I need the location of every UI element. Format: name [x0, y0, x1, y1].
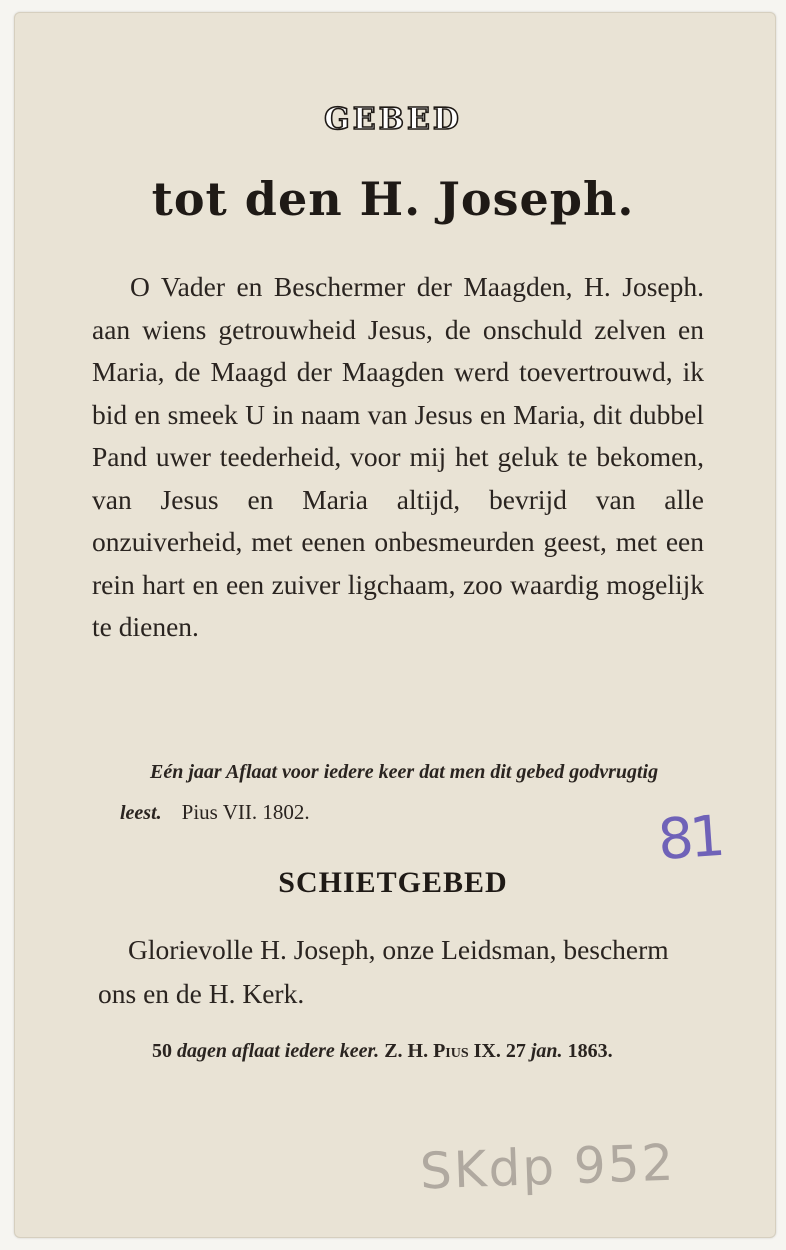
indulgence-note-2-year: 1863. [567, 1040, 613, 1062]
shot-prayer-heading: SCHIETGEBED [278, 866, 508, 899]
indulgence-note-1-text: Eén jaar Aflaat voor iedere keer dat men dit gebed godvrugtig leest. [120, 761, 659, 824]
indulgence-note-2-day: 27 [505, 1040, 526, 1062]
prayer-text: O Vader en Beschermer der Maagden, H. Joseph. aan wiens getrouwheid Jesus, de onschuld zelven en Maria, de Maagd der Maagden werd toevertrouwd, ik bid en smeek U in naam van Jesus en Maria, dit dubbel Pand uwer teederheid, voor mij het geluk te bekomen, van Jesus en Maria altijd, bevrijd van alle onzuiverheid, met eenen onbesmeurden geest, met een rein hart en een zuiver ligchaam, zoo waardig mogelijk te dienen. [92, 271, 704, 642]
indulgence-note-2-pope: Z. H. Pius IX. [384, 1040, 501, 1062]
card-heading: GEBED [324, 102, 462, 137]
indulgence-note-2 [118, 1030, 678, 1072]
indulgence-note-1-pope: Pius VII. 1802. [181, 800, 310, 824]
indulgence-note-1 [120, 752, 710, 833]
indulgence-note-2-month: jan. [530, 1040, 563, 1062]
indulgence-note-2-text: dagen aflaat iedere keer. [177, 1040, 380, 1062]
card-title: tot den H. Joseph. [151, 172, 635, 226]
handwritten-number: 81 [655, 803, 724, 874]
archive-mark: SKdp 952 [419, 1133, 677, 1201]
shot-prayer-text: Glorievolle H. Joseph, onze Leidsman, bescherm ons en de H. Kerk. [98, 934, 669, 1009]
indulgence-note-2-days: 50 [152, 1040, 172, 1062]
